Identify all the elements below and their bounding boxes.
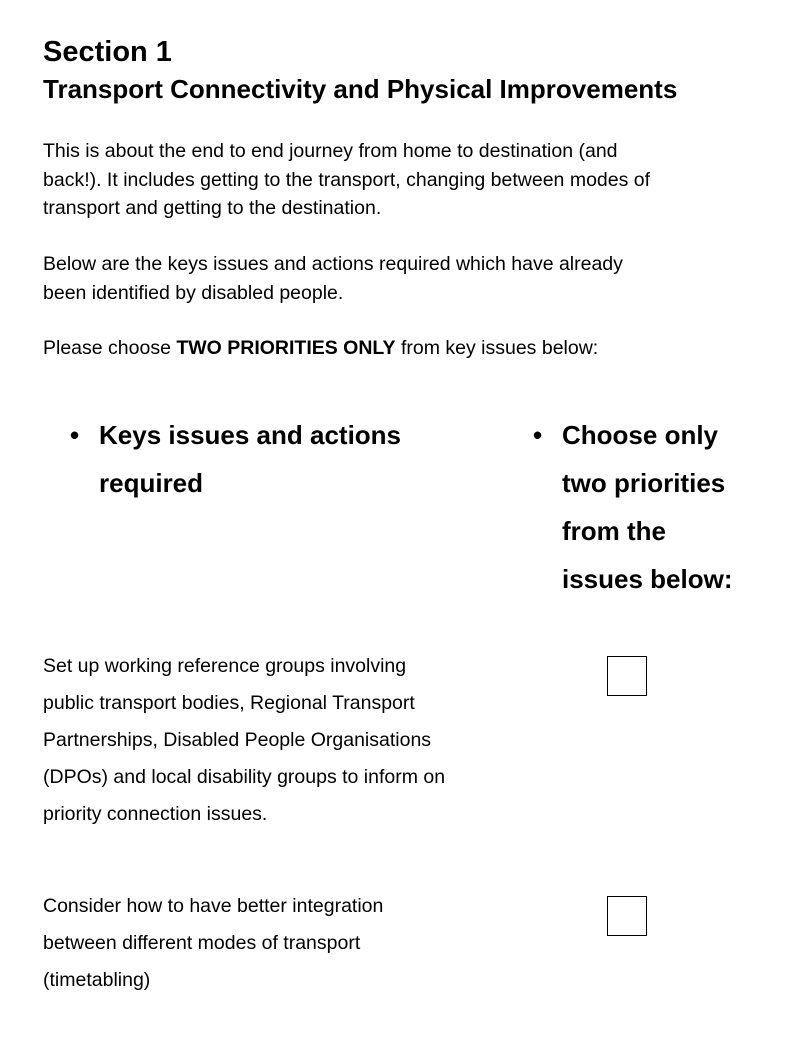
instruction-emphasis: TWO PRIORITIES ONLY [176, 337, 396, 359]
intro-paragraph-1 [43, 137, 743, 223]
issue-line: Set up working reference groups involving [43, 655, 407, 677]
issue-line: priority connection issues. [43, 803, 268, 825]
issue-item-integration [43, 888, 513, 999]
issue-line: between different modes of transport [43, 932, 361, 954]
priorities-heading-line: from the [562, 516, 666, 546]
issue-line: Partnerships, Disabled People Organisations [43, 729, 432, 751]
priorities-column-heading [533, 411, 783, 611]
intro-paragraph-2-line: Below are the keys issues and actions required which have already [43, 253, 623, 275]
issues-heading-line: Keys issues and actions [99, 420, 402, 450]
intro-paragraph-2-line: been identified by disabled people. [43, 281, 344, 304]
bullet-icon: • [533, 420, 543, 450]
issue-line: (DPOs) and local disability groups to inform on [43, 766, 446, 788]
intro-paragraph-1-line: This is about the end to end journey from home to destination (and [43, 140, 618, 162]
priorities-heading-line: issues below: [562, 564, 733, 594]
issue-line: (timetabling) [43, 969, 151, 991]
bullet-icon: • [70, 420, 80, 450]
priority-checkbox-reference-groups[interactable] [607, 656, 647, 696]
instruction-prefix: Please choose [43, 337, 177, 359]
section-number: Section 1 [43, 36, 172, 68]
issue-item-reference-groups [43, 648, 513, 833]
issues-column-heading [70, 411, 490, 511]
priority-checkbox-integration[interactable] [607, 896, 647, 936]
intro-paragraph-2 [43, 250, 743, 307]
issues-heading-line: required [99, 468, 204, 498]
instruction-suffix: from key issues below: [395, 337, 599, 359]
section-title: Transport Connectivity and Physical Improvements [43, 74, 678, 104]
priorities-heading-line: Choose only [562, 420, 719, 450]
intro-paragraph-1-line: back!). It includes getting to the transport, changing between modes of [43, 168, 651, 191]
priorities-heading-line: two priorities [562, 468, 726, 498]
instruction-text [43, 334, 743, 363]
intro-paragraph-1-line: transport and getting to the destination. [43, 197, 382, 219]
instruction-line [43, 334, 743, 363]
issue-line: Consider how to have better integration [43, 895, 384, 917]
issue-line: public transport bodies, Regional Transport [43, 692, 415, 714]
